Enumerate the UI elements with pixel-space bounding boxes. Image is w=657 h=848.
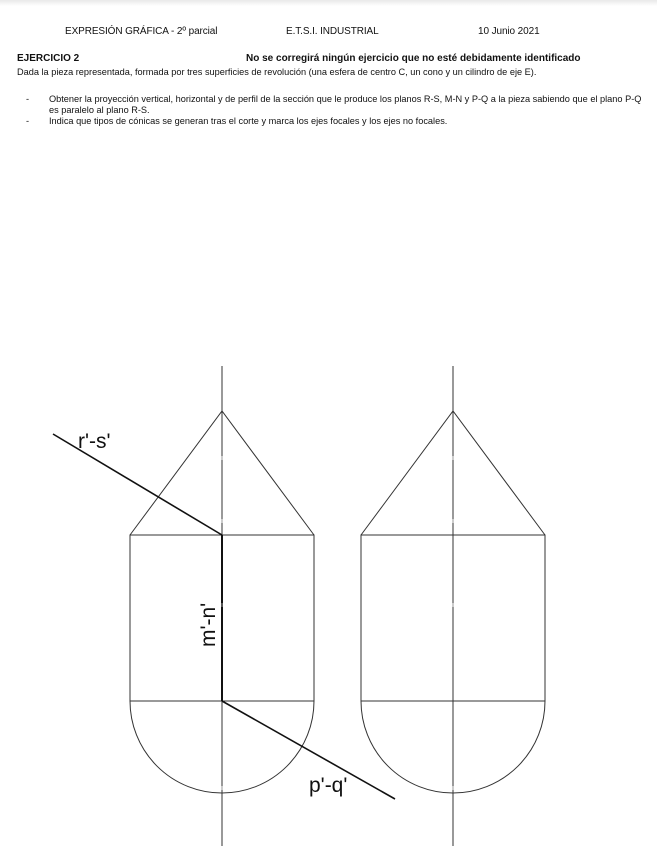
header-date: 10 Junio 2021 <box>478 26 540 37</box>
header-subject: EXPRESIÓN GRÁFICA - 2º parcial <box>65 26 218 37</box>
exercise-title: EJERCICIO 2 <box>17 53 80 64</box>
header-school: E.T.S.I. INDUSTRIAL <box>286 26 379 37</box>
label-mn: m'-n' <box>197 602 220 647</box>
bullet-dash: - <box>26 94 30 104</box>
label-pq: p'-q' <box>309 774 348 797</box>
exercise-warning: No se corregirá ningún ejercicio que no esté debidamente identificado <box>246 53 581 64</box>
exercise-intro: Dada la pieza representada, formada por tres superficies de revolución (una esfera de centro C, un cono y un cilindro de eje E). <box>17 67 537 77</box>
right-view <box>361 366 545 846</box>
bullet-dash: - <box>26 116 30 126</box>
task-text: Obtener la proyección vertical, horizontal y de perfil de la sección que le produce los planos R-S, M-N y P-Q a la pieza sabiendo que el plano P-Q es paralelo al plano R-S. <box>49 94 642 115</box>
task-text: Indica que tipos de cónicas se generan tras el corte y marca los ejes focales y los ejes no focales. <box>49 116 448 126</box>
label-rs: r'-s' <box>78 430 111 453</box>
